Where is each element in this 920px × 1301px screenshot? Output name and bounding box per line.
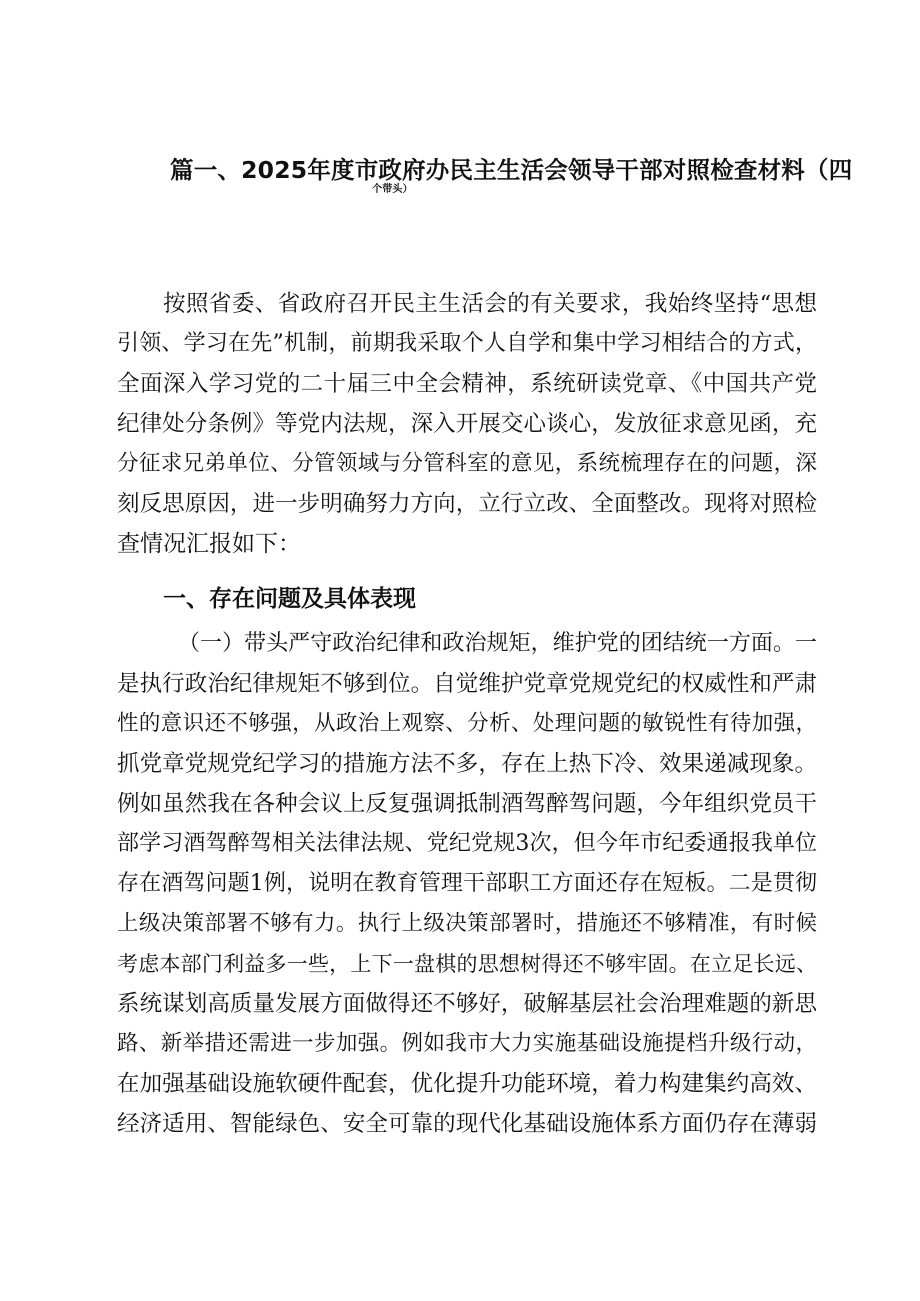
body-line: 上级决策部署不够有力。执行上级决策部署时，措施还不够精准，有时候 bbox=[117, 911, 817, 936]
section-heading: 一、存在问题及具体表现 bbox=[163, 586, 416, 612]
intro-line: 引领、学习在先”机制，前期我采取个人自学和集中学习相结合的方式， bbox=[117, 331, 817, 356]
intro-line: 刻反思原因，进一步明确努力方向，立行立改、全面整改。现将对照检 bbox=[117, 491, 817, 517]
body-line: 性的意识还不够强，从政治上观察、分析、处理问题的敏锐性有待加强， bbox=[117, 711, 817, 736]
document-title-line-2: 个带头） bbox=[372, 184, 413, 195]
document-title-line-1: 篇一、2025年度市政府办民主生活会领导干部对照检查材料（四 bbox=[170, 156, 853, 184]
intro-line: 全面深入学习党的二十届三中全会精神，系统研读党章、《中国共产党 bbox=[117, 371, 817, 397]
body-line: 例如虽然我在各种会议上反复强调抵制酒驾醉驾问题，今年组织党员干 bbox=[117, 791, 817, 817]
body-line: 经济适用、智能绿色、安全可靠的现代化基础设施体系方面仍存在薄弱 bbox=[117, 1111, 817, 1137]
body-line: 是执行政治纪律规矩不够到位。自觉维护党章党规党纪的权威性和严肃 bbox=[117, 671, 817, 697]
intro-line: 纪律处分条例》等党内法规，深入开展交心谈心，发放征求意见函，充 bbox=[117, 411, 817, 437]
body-line: 系统谋划高质量发展方面做得还不够好，破解基层社会治理难题的新思 bbox=[117, 991, 817, 1017]
body-line: 部学习酒驾醉驾相关法律法规、党纪党规3次，但今年市纪委通报我单位 bbox=[117, 831, 817, 856]
body-line: 抓党章党规党纪学习的措施方法不多，存在上热下冷、效果递减现象。 bbox=[117, 751, 817, 777]
body-line: 在加强基础设施软硬件配套，优化提升功能环境，着力构建集约高效、 bbox=[117, 1071, 817, 1097]
body-line: 路、新举措还需进一步加强。例如我市大力实施基础设施提档升级行动， bbox=[117, 1031, 817, 1056]
body-line: 考虑本部门利益多一些，上下一盘棋的思想树得还不够牢固。在立足长远、 bbox=[117, 952, 817, 976]
intro-line: 查情况汇报如下： bbox=[117, 531, 301, 557]
body-line: 存在酒驾问题1例，说明在教育管理干部职工方面还存在短板。二是贯彻 bbox=[117, 871, 817, 896]
intro-line: 分征求兄弟单位、分管领域与分管科室的意见，系统梳理存在的问题，深 bbox=[117, 451, 817, 476]
intro-line: 按照省委、省政府召开民主生活会的有关要求，我始终坚持“思想 bbox=[163, 291, 817, 317]
body-line: （一）带头严守政治纪律和政治规矩，维护党的团结统一方面。一 bbox=[178, 631, 817, 656]
